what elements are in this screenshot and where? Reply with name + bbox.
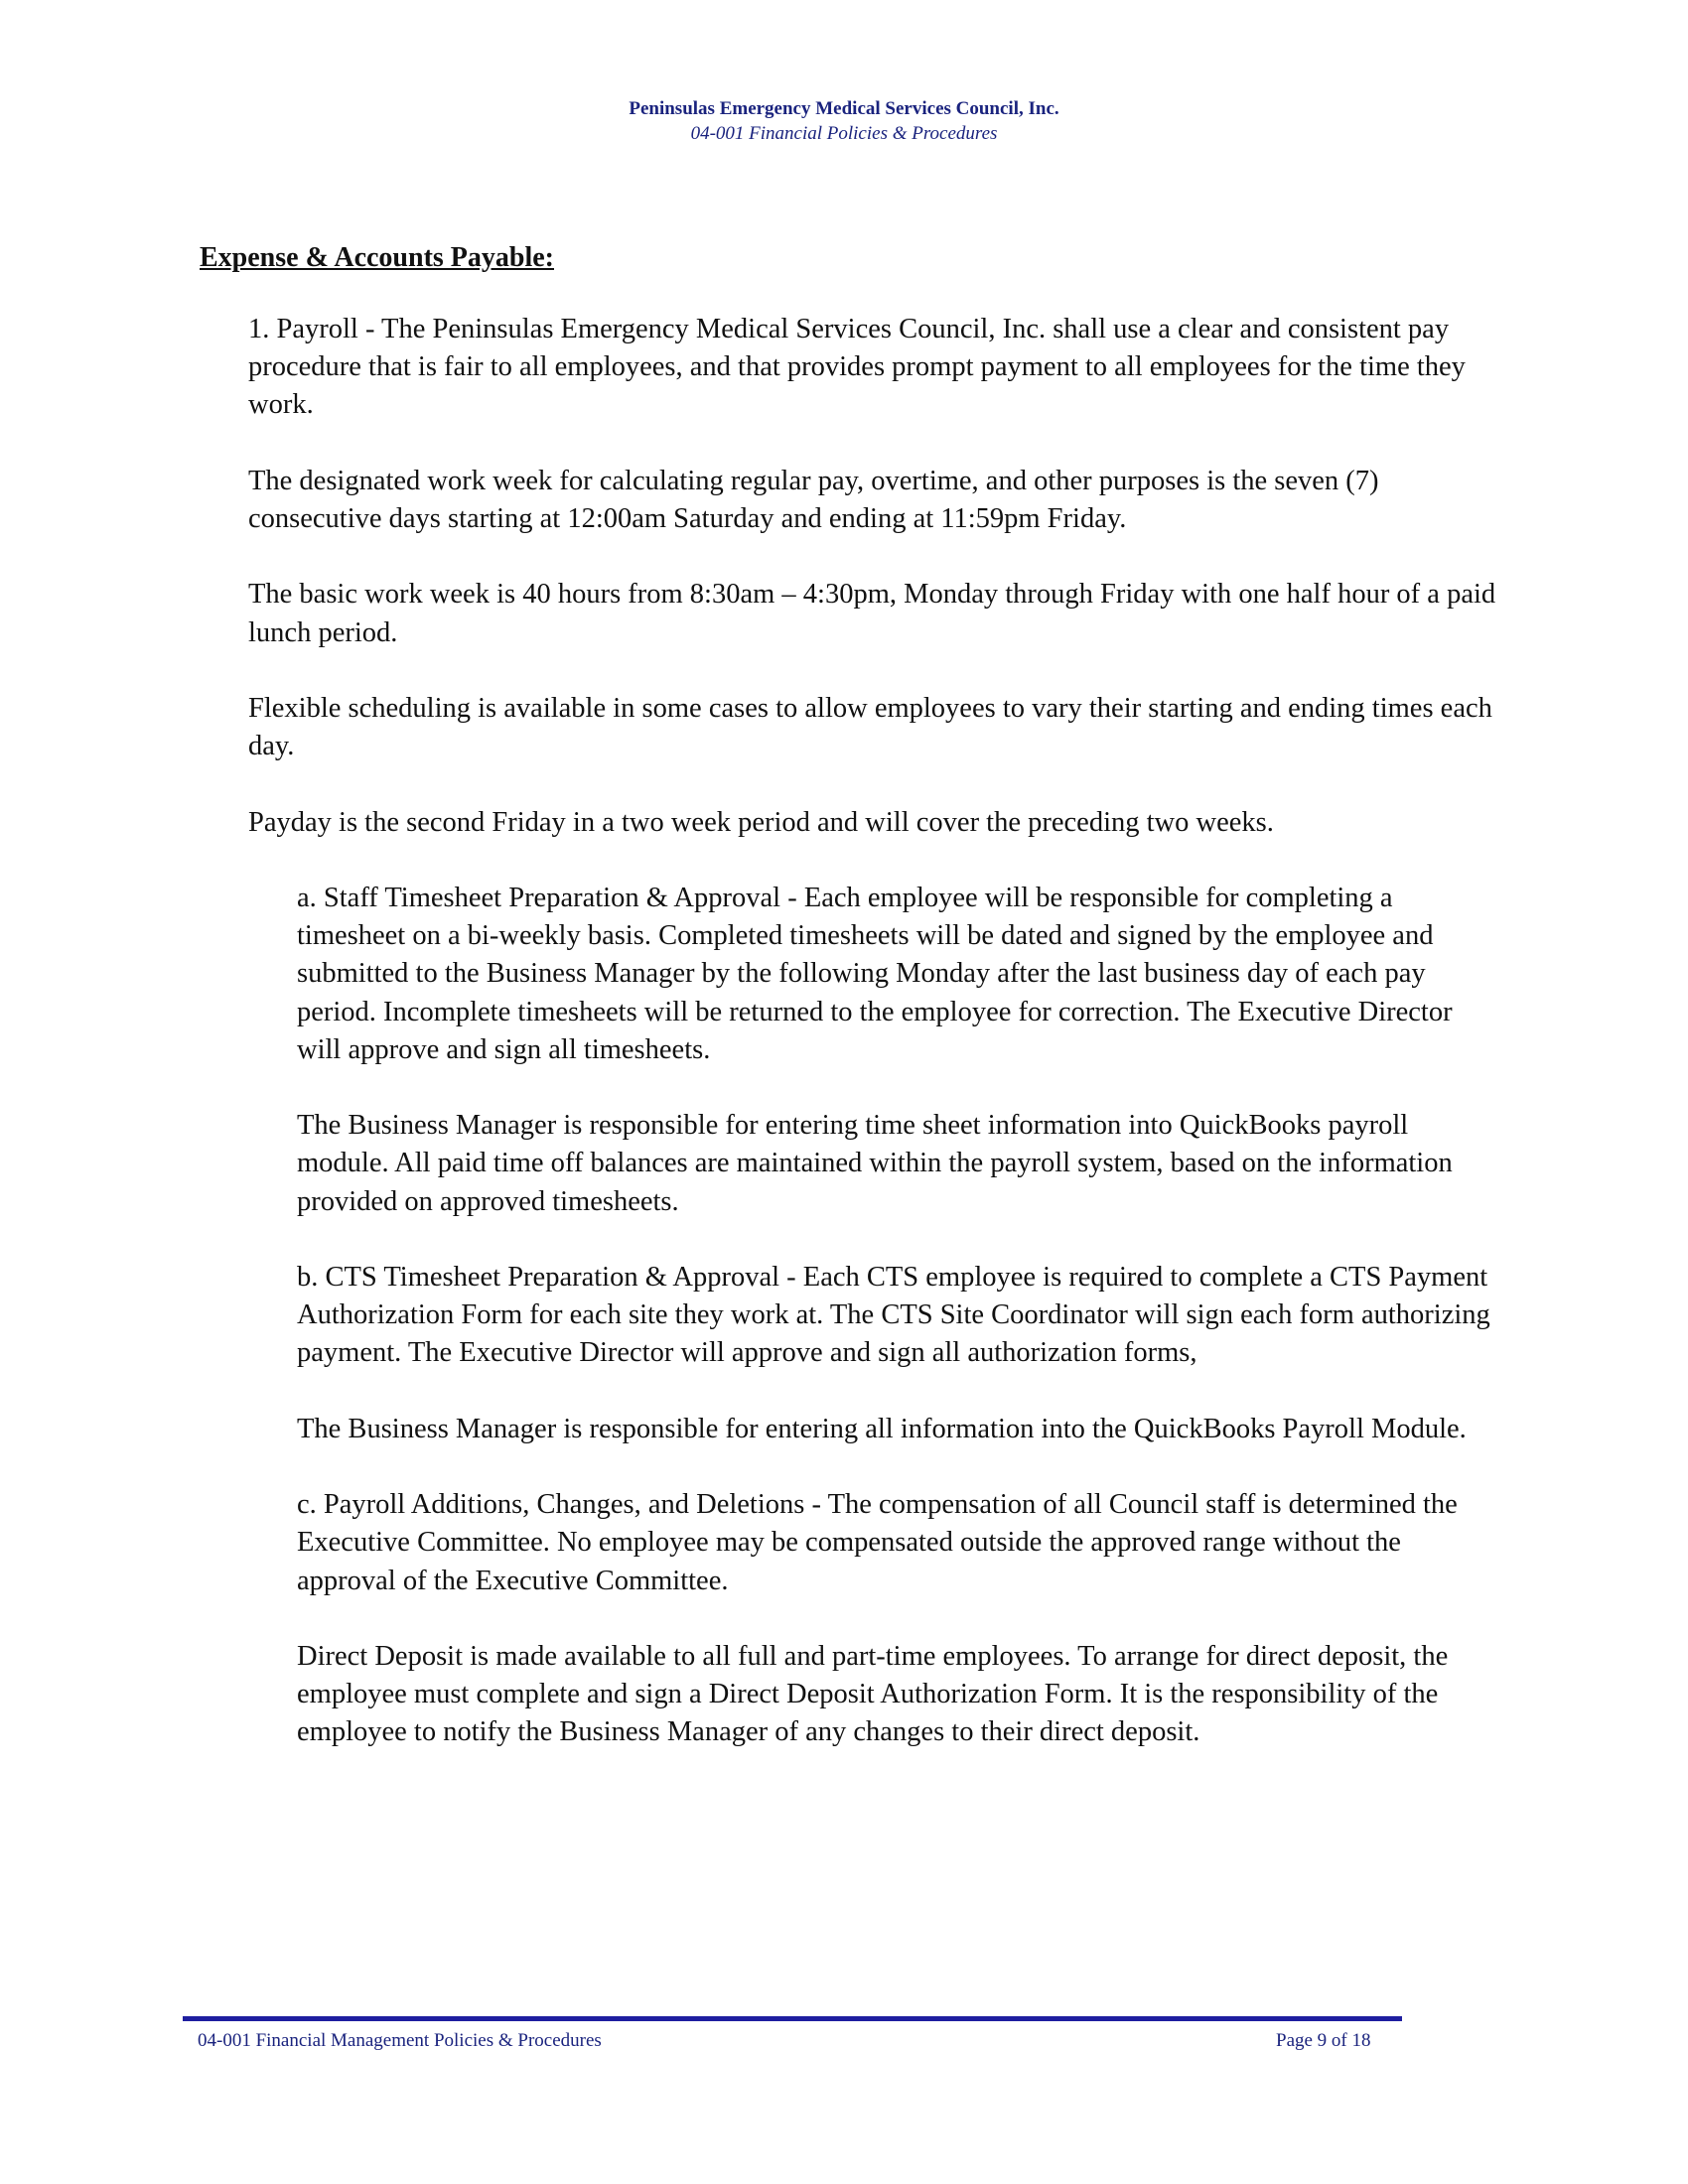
paragraph-payroll-changes: c. Payroll Additions, Changes, and Deletions - The compensation of all Council staff is determined the Executive Committee. No employee may be compensated outside the approved range without the approval of the Executive Committee.: [297, 1489, 1458, 1596]
document-body: [248, 311, 1499, 1752]
paragraph-staff-timesheet: a. Staff Timesheet Preparation & Approval - Each employee will be responsible for completing a timesheet on a bi-weekly basis. Completed timesheets will be dated and signed by the employee and submitted to the Business Manager by the following Monday after the last business day of each pay period. Incomplete timesheets will be returned to the employee for correction. The Executive Director will approve and sign all timesheets.: [297, 882, 1453, 1065]
page-header: [0, 96, 1688, 146]
section-heading: Expense & Accounts Payable:: [200, 242, 554, 273]
paragraph-basic-hours: The basic work week is 40 hours from 8:30am – 4:30pm, Monday through Friday with one half hour of a paid lunch period.: [248, 579, 1496, 648]
footer-page-number: Page 9 of 18: [1276, 2030, 1371, 2051]
paragraph-timesheet-entry: The Business Manager is responsible for entering time sheet information into QuickBooks payroll module. All paid time off balances are maintained within the payroll system, based on the information provided on approved timesheets.: [297, 1110, 1453, 1217]
paragraph-payroll: 1. Payroll - The Peninsulas Emergency Medical Services Council, Inc. shall use a clear and consistent pay procedure that is fair to all employees, and that provides prompt payment to all employees for the time they work.: [248, 314, 1466, 421]
paragraph-flexible-scheduling: Flexible scheduling is available in some cases to allow employees to vary their starting and ending times each day.: [248, 692, 1492, 762]
footer-divider: [183, 2016, 1402, 2021]
paragraph-cts-timesheet: b. CTS Timesheet Preparation & Approval - Each CTS employee is required to complete a CTS Payment Authorization Form for each site they work at. The CTS Site Coordinator will sign each form authorizing payment. The Executive Director will approve and sign all authorization forms,: [297, 1261, 1490, 1369]
paragraph-direct-deposit: Direct Deposit is made available to all full and part-time employees. To arrange for direct deposit, the employee must complete and sign a Direct Deposit Authorization Form. It is the responsibility of the employee to notify the Business Manager of any changes to their direct deposit.: [297, 1640, 1449, 1748]
footer-document-title: 04-001 Financial Management Policies & Procedures: [198, 2030, 602, 2051]
paragraph-work-week: The designated work week for calculating regular pay, overtime, and other purposes is the seven (7) consecutive days starting at 12:00am Saturday and ending at 11:59pm Friday.: [248, 465, 1379, 534]
header-organization: Peninsulas Emergency Medical Services Council, Inc.: [629, 98, 1059, 119]
paragraph-cts-entry: The Business Manager is responsible for entering all information into the QuickBooks Payroll Module.: [297, 1413, 1467, 1444]
paragraph-payday: Payday is the second Friday in a two week period and will cover the preceding two weeks.: [248, 806, 1274, 838]
header-document-title: 04-001 Financial Policies & Procedures: [690, 123, 998, 144]
